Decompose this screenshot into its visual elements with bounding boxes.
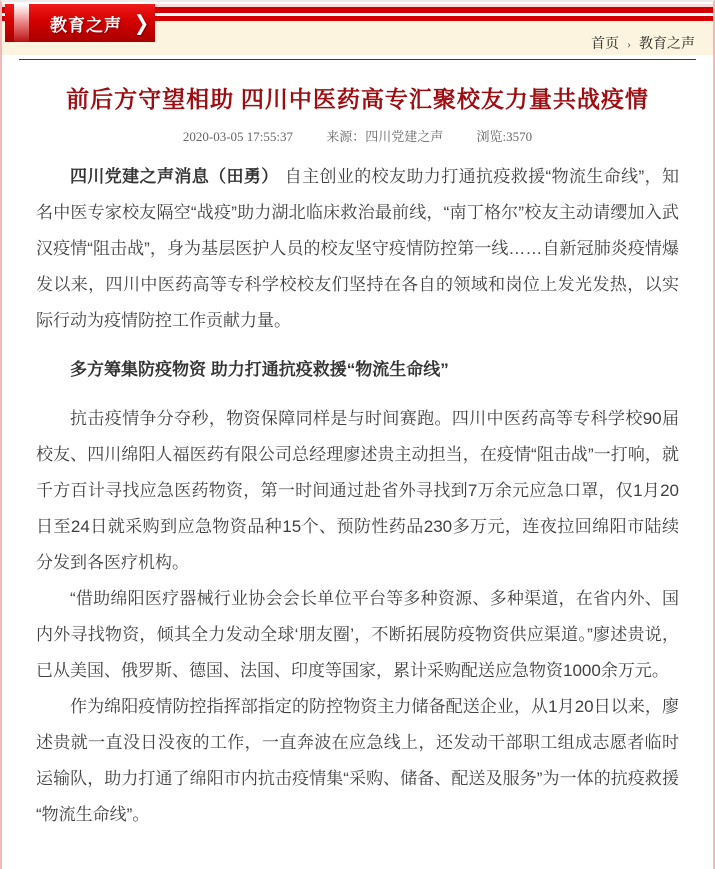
- paragraph: 抗击疫情争分夺秒，物资保障同样是与时间赛跑。四川中医药高等专科学校90届校友、四川绵阳人福医药有限公司总经理廖述贵主动担当，在疫情“阻击战”一打响，就千方百计寻找应急医药物资，第一时间通过赴省外寻找到7万余元应急口罩，仅1月20日至24日就采购到应急物资品种15个、预防性药品230多万元，连夜拉回绵阳市陆续分发到各医疗机构。: [36, 409, 679, 572]
- source-label: 来源：四川党建之声: [326, 129, 444, 144]
- views-count: 浏览:3570: [476, 129, 533, 144]
- chevron-right-icon: ❯: [134, 10, 150, 34]
- paragraph: 作为绵阳疫情防控指挥部指定的防控物资主力储备配送企业，从1月20日以来，廖述贵就一直没日没夜的工作，一直奔波在应急线上，还发动干部职工组成志愿者临时运输队，助力打通了绵阳市内抗击疫情集“采购、储备、配送及服务”为一体的抗疫救援“物流生命线”。: [36, 697, 679, 824]
- article-container: [19, 59, 696, 833]
- section-banner[interactable]: [5, 4, 155, 42]
- paragraph-lead: [36, 159, 679, 339]
- paragraph: “借助绵阳医疗器械行业协会会长单位平台等多种资源、多种渠道，在省内外、国内外寻找物资，倾其全力发动全球‘朋友圈’，不断拓展防疫物资供应渠道。”廖述贵说，已从美国、俄罗斯、德国、法国、印度等国家，累计采购配送应急物资1000余万元。: [36, 589, 679, 680]
- lead-source-bold: 四川党建之声消息（田勇）: [70, 167, 279, 186]
- publish-datetime: 2020-03-05 17:55:37: [182, 129, 293, 144]
- breadcrumb: [591, 33, 695, 53]
- breadcrumb-home-link[interactable]: 首页: [591, 37, 619, 52]
- paragraph-text: 自主创业的校友助力打通抗疫救援“物流生命线”，知名中医专家校友隔空“战疫”助力湖北临床救治最前线，“南丁格尔”校友主动请缨加入武汉疫情“阻击战”，身为基层医护人员的校友坚守疫情防控第一线……自新冠肺炎疫情爆发以来，四川中医药高等专科学校校友们坚持在各自的领域和岗位上发光发热，以实际行动为疫情防控工作贡献力量。: [36, 167, 679, 330]
- breadcrumb-separator-icon: ›: [627, 37, 631, 51]
- article-meta: [36, 126, 679, 145]
- section-banner-label: 教育之声: [50, 15, 122, 35]
- site-header: [2, 2, 713, 55]
- breadcrumb-current-link[interactable]: 教育之声: [639, 37, 695, 52]
- article-title: 前后方守望相助 四川中医药高专汇聚校友力量共战疫情: [66, 87, 649, 112]
- banner-shine-decoration: [14, 4, 29, 42]
- article-body: [36, 159, 679, 833]
- section-subheading: 多方筹集防疫物资 助力打通抗疫救援“物流生命线”: [70, 360, 449, 379]
